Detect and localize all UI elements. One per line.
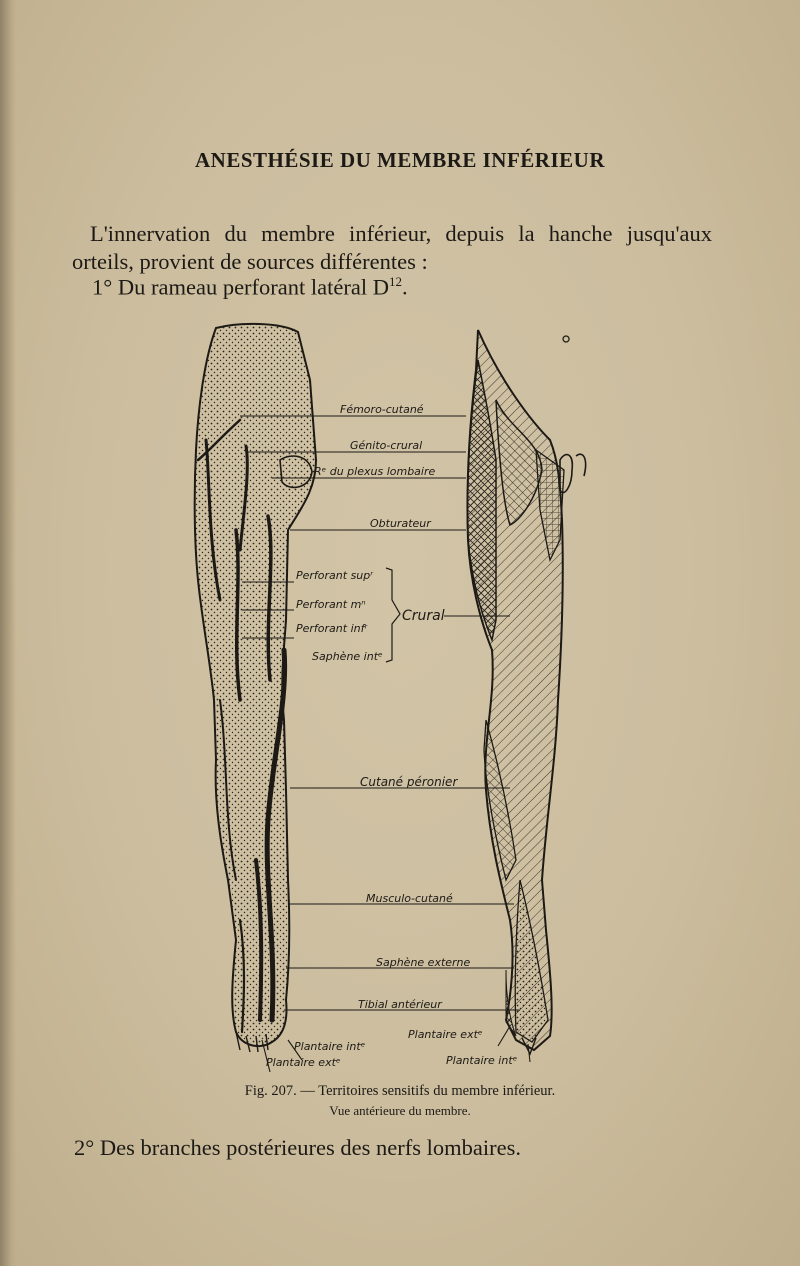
label-perforant-sup: Perforant supʳ bbox=[296, 569, 374, 582]
list-item-1-tail: . bbox=[401, 274, 408, 300]
label-tibial-anterieur: Tibial antérieur bbox=[358, 998, 442, 1011]
label-crural: Crural bbox=[402, 608, 445, 624]
label-musculo-cutane: Musculo-cutané bbox=[366, 892, 453, 905]
list-item-2: 2° Des branches postérieures des nerfs lombaires. bbox=[74, 1135, 521, 1160]
label-plantaire-ext-right: Plantaire extᵉ bbox=[408, 1028, 483, 1041]
label-plexus-lombaire: Rᵉ du plexus lombaire bbox=[314, 465, 436, 478]
label-saphene-externe: Saphène externe bbox=[376, 956, 471, 969]
figure-caption: Fig. 207. — Territoires sensitifs du membre inférieur. bbox=[244, 1083, 556, 1099]
list-item-1-text: 1° Du rameau perforant latéral D bbox=[92, 274, 389, 300]
label-plantaire-int-right: Plantaire intᵉ bbox=[446, 1054, 518, 1067]
label-perforant-inf: Perforant infʳ bbox=[296, 622, 368, 635]
list-item-1 bbox=[92, 274, 408, 301]
intro-paragraph: L'innervation du membre inférieur, depuis la hanche jusqu'aux orteils, provient de sources différentes : bbox=[72, 221, 712, 274]
label-obturateur: Obturateur bbox=[370, 517, 431, 530]
label-plantaire-int-left: Plantaire intᵉ bbox=[294, 1040, 366, 1053]
list-item-1-sup: 12 bbox=[388, 274, 402, 289]
label-plantaire-ext-left: Plantaire extᵉ bbox=[266, 1056, 341, 1069]
label-perforant-moy: Perforant mⁿ bbox=[296, 598, 366, 611]
page-heading: ANESTHÉSIE DU MEMBRE INFÉRIEUR bbox=[195, 148, 605, 172]
label-cutane-peronier: Cutané péronier bbox=[360, 775, 458, 789]
right-leg-drawing bbox=[467, 330, 585, 1054]
figure-caption-subtitle: Vue antérieure du membre. bbox=[329, 1103, 471, 1118]
label-saphene-int: Saphène intᵉ bbox=[312, 650, 383, 663]
label-genito-crural: Génito-crural bbox=[350, 439, 423, 452]
left-leg-drawing bbox=[195, 324, 316, 1052]
label-femoro-cutane: Fémoro-cutané bbox=[340, 403, 424, 416]
leg-figure bbox=[180, 320, 800, 1080]
page-spine-shadow bbox=[0, 0, 16, 1266]
